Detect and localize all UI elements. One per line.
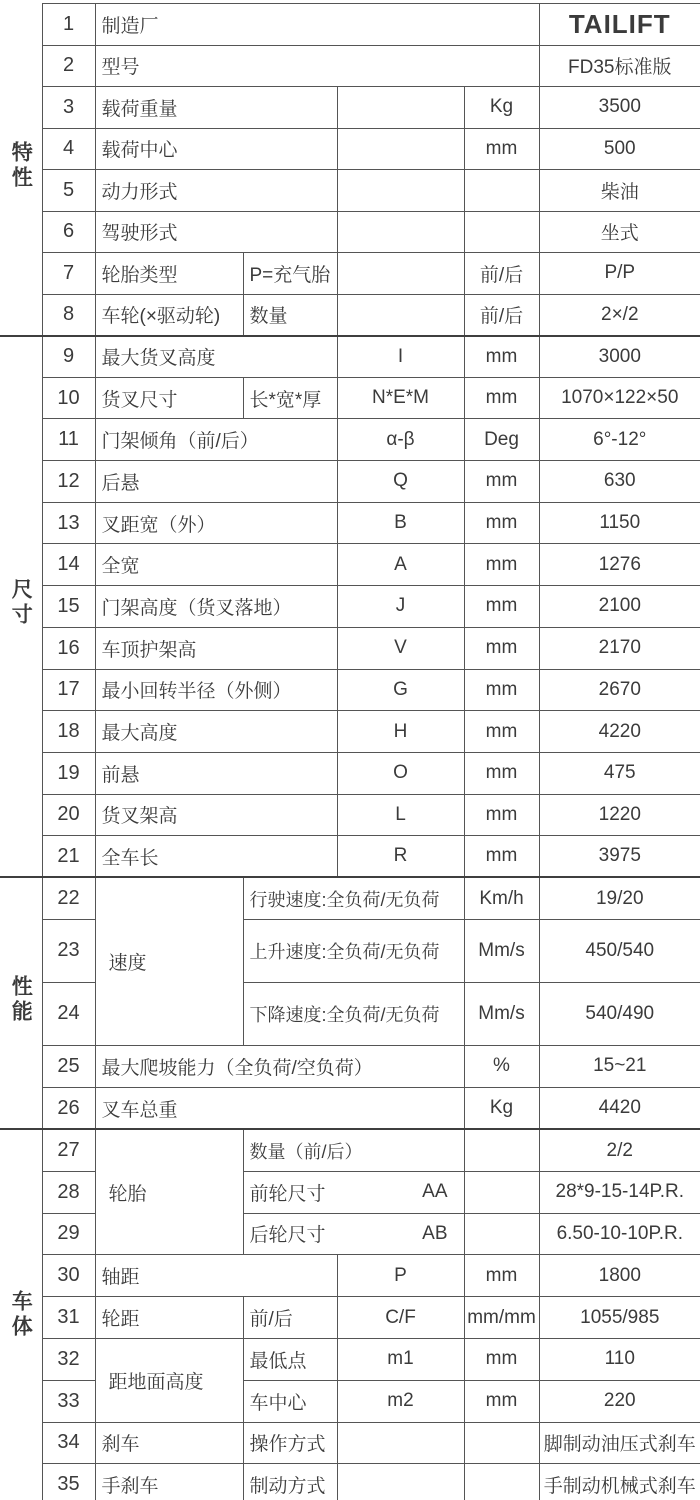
spec-row [0, 253, 700, 295]
spec-row [0, 711, 700, 753]
param-value: 坐式 [539, 211, 700, 253]
symbol [337, 253, 464, 295]
param-description-text: 后轮尺寸 [249, 1225, 326, 1247]
symbol: m2 [337, 1380, 464, 1422]
symbol: N*E*M [337, 377, 464, 419]
unit: mm [464, 627, 539, 669]
param-value: 3500 [539, 87, 700, 129]
param-name: 货叉架高 [95, 794, 337, 836]
unit: mm [464, 128, 539, 170]
category-text: 性能 [9, 975, 33, 1026]
spec-row [0, 586, 700, 628]
unit: mm [464, 711, 539, 753]
param-sub-label: 数量 [243, 294, 337, 336]
unit: Km/h [464, 877, 539, 919]
param-value: 15~21 [539, 1045, 700, 1087]
spec-row [0, 377, 700, 419]
symbol: H [337, 711, 464, 753]
unit: Deg [464, 419, 539, 461]
row-number: 18 [42, 711, 95, 753]
row-number: 24 [42, 982, 95, 1045]
row-number: 30 [42, 1255, 95, 1297]
param-name: 轮胎 [95, 1129, 243, 1254]
spec-row [0, 294, 700, 336]
row-number: 27 [42, 1129, 95, 1171]
param-name: 制造厂 [95, 4, 539, 46]
param-value: 柴油 [539, 170, 700, 212]
row-number: 21 [42, 836, 95, 878]
row-number: 1 [42, 4, 95, 46]
symbol [337, 87, 464, 129]
symbol: G [337, 669, 464, 711]
spec-table [0, 3, 700, 1500]
spec-row [0, 544, 700, 586]
param-value: FD35标准版 [539, 45, 700, 87]
param-sub-label: 操作方式 [243, 1422, 337, 1464]
unit: 前/后 [464, 294, 539, 336]
param-value: 手制动机械式刹车 [539, 1464, 700, 1500]
param-name: 驾驶形式 [95, 211, 337, 253]
spec-row [0, 502, 700, 544]
symbol: I [337, 336, 464, 378]
row-number: 20 [42, 794, 95, 836]
param-description: 下降速度:全负荷/无负荷 [243, 982, 464, 1045]
unit: Kg [464, 1087, 539, 1129]
unit: mm [464, 544, 539, 586]
row-number: 14 [42, 544, 95, 586]
row-number: 5 [42, 170, 95, 212]
row-number: 4 [42, 128, 95, 170]
spec-row [0, 336, 700, 378]
param-name: 动力形式 [95, 170, 337, 212]
param-name: 门架高度（货叉落地） [95, 586, 337, 628]
symbol [337, 170, 464, 212]
symbol: R [337, 836, 464, 878]
param-value: 6°-12° [539, 419, 700, 461]
param-value: 1055/985 [539, 1297, 700, 1339]
spec-row [0, 669, 700, 711]
symbol: m1 [337, 1338, 464, 1380]
row-number: 32 [42, 1338, 95, 1380]
unit [464, 1129, 539, 1171]
row-number: 22 [42, 877, 95, 919]
spec-row [0, 170, 700, 212]
param-value: 4220 [539, 711, 700, 753]
param-value: 4420 [539, 1087, 700, 1129]
spec-row [0, 1422, 700, 1464]
spec-row [0, 4, 700, 46]
unit: mm [464, 836, 539, 878]
param-name: 轮距 [95, 1297, 243, 1339]
row-number: 23 [42, 919, 95, 982]
row-number: 33 [42, 1380, 95, 1422]
unit: mm [464, 752, 539, 794]
param-value: 2/2 [539, 1129, 700, 1171]
spec-row [0, 419, 700, 461]
param-value: 2×/2 [539, 294, 700, 336]
symbol [337, 1422, 464, 1464]
spec-row [0, 128, 700, 170]
param-description [243, 1171, 464, 1213]
param-value: 1220 [539, 794, 700, 836]
unit [464, 211, 539, 253]
unit: Mm/s [464, 919, 539, 982]
param-name: 全宽 [95, 544, 337, 586]
row-number: 16 [42, 627, 95, 669]
spec-row [0, 794, 700, 836]
unit [464, 1213, 539, 1255]
row-number: 12 [42, 461, 95, 503]
param-description: 上升速度:全负荷/无负荷 [243, 919, 464, 982]
symbol: C/F [337, 1297, 464, 1339]
spec-row [0, 461, 700, 503]
symbol: L [337, 794, 464, 836]
param-name: 距地面高度 [95, 1338, 243, 1422]
row-number: 25 [42, 1045, 95, 1087]
row-number: 8 [42, 294, 95, 336]
spec-row [0, 1087, 700, 1129]
category-text: 特性 [9, 141, 33, 191]
param-name: 型号 [95, 45, 539, 87]
spec-row [0, 1129, 700, 1171]
unit: mm [464, 586, 539, 628]
param-name: 速度 [95, 877, 243, 1045]
brand-value: TAILIFT [539, 4, 700, 46]
row-number: 35 [42, 1464, 95, 1500]
param-value: 500 [539, 128, 700, 170]
row-number: 17 [42, 669, 95, 711]
param-sub-label: 最低点 [243, 1338, 337, 1380]
row-number: 6 [42, 211, 95, 253]
row-number: 11 [42, 419, 95, 461]
param-description [243, 1213, 464, 1255]
unit: mm [464, 377, 539, 419]
symbol: J [337, 586, 464, 628]
param-value: 1800 [539, 1255, 700, 1297]
param-name: 车轮(×驱动轮) [95, 294, 243, 336]
row-number: 26 [42, 1087, 95, 1129]
unit: % [464, 1045, 539, 1087]
spec-row [0, 627, 700, 669]
param-name: 载荷重量 [95, 87, 337, 129]
param-value: 2670 [539, 669, 700, 711]
param-value: 3975 [539, 836, 700, 878]
param-name: 最大爬坡能力（全负荷/空负荷） [95, 1045, 464, 1087]
row-number: 2 [42, 45, 95, 87]
row-number: 34 [42, 1422, 95, 1464]
spec-row [0, 1297, 700, 1339]
param-sub-label: 制动方式 [243, 1464, 337, 1500]
symbol: A [337, 544, 464, 586]
row-number: 15 [42, 586, 95, 628]
param-name: 轴距 [95, 1255, 337, 1297]
row-number: 28 [42, 1171, 95, 1213]
spec-row [0, 877, 700, 919]
param-value: 110 [539, 1338, 700, 1380]
param-value: 3000 [539, 336, 700, 378]
symbol: Q [337, 461, 464, 503]
unit: Kg [464, 87, 539, 129]
param-name: 货叉尺寸 [95, 377, 243, 419]
param-value: 475 [539, 752, 700, 794]
param-name: 最大货叉高度 [95, 336, 337, 378]
param-value: 19/20 [539, 877, 700, 919]
param-sub-label: 前/后 [243, 1297, 337, 1339]
row-number: 7 [42, 253, 95, 295]
param-name: 后悬 [95, 461, 337, 503]
row-number: 3 [42, 87, 95, 129]
symbol [337, 128, 464, 170]
spec-row [0, 211, 700, 253]
param-description-text: 前轮尺寸 [249, 1183, 326, 1205]
spec-row [0, 45, 700, 87]
param-name: 手刹车 [95, 1464, 243, 1500]
category-text: 车体 [9, 1289, 33, 1340]
param-value: 540/490 [539, 982, 700, 1045]
param-name: 车顶护架高 [95, 627, 337, 669]
category-label [0, 4, 42, 336]
unit [464, 1464, 539, 1500]
unit: mm [464, 502, 539, 544]
param-value: 630 [539, 461, 700, 503]
param-name: 轮胎类型 [95, 253, 243, 295]
param-name: 最大高度 [95, 711, 337, 753]
unit: mm [464, 669, 539, 711]
param-value: 1150 [539, 502, 700, 544]
symbol: B [337, 502, 464, 544]
param-value: 450/540 [539, 919, 700, 982]
param-name: 门架倾角（前/后） [95, 419, 337, 461]
row-number: 29 [42, 1213, 95, 1255]
unit: mm [464, 336, 539, 378]
spec-row [0, 1045, 700, 1087]
spec-row [0, 1464, 700, 1500]
spec-row [0, 1255, 700, 1297]
category-text: 尺寸 [9, 578, 33, 629]
unit: mm [464, 794, 539, 836]
param-value: 1276 [539, 544, 700, 586]
param-sub-label: P=充气胎 [243, 253, 337, 295]
param-name: 全车长 [95, 836, 337, 878]
symbol: O [337, 752, 464, 794]
param-value: 2170 [539, 627, 700, 669]
unit [464, 1422, 539, 1464]
param-sub-label: 长*宽*厚 [243, 377, 337, 419]
param-name: 前悬 [95, 752, 337, 794]
param-value: 1070×122×50 [539, 377, 700, 419]
category-label [0, 336, 42, 878]
param-name: 叉距宽（外） [95, 502, 337, 544]
param-value: 28*9-15-14P.R. [539, 1171, 700, 1213]
unit: Mm/s [464, 982, 539, 1045]
spec-row [0, 836, 700, 878]
unit: mm [464, 1380, 539, 1422]
param-value: P/P [539, 253, 700, 295]
param-value: 脚制动油压式刹车 [539, 1422, 700, 1464]
symbol [337, 211, 464, 253]
param-name: 叉车总重 [95, 1087, 464, 1129]
param-value: 6.50-10-10P.R. [539, 1213, 700, 1255]
unit: mm/mm [464, 1297, 539, 1339]
symbol [337, 294, 464, 336]
param-description: 行驶速度:全负荷/无负荷 [243, 877, 464, 919]
unit: mm [464, 1338, 539, 1380]
unit [464, 170, 539, 212]
symbol: AA [422, 1181, 448, 1203]
spec-row [0, 1338, 700, 1380]
category-label [0, 1129, 42, 1500]
param-value: 2100 [539, 586, 700, 628]
symbol: α-β [337, 419, 464, 461]
param-name: 载荷中心 [95, 128, 337, 170]
param-name: 最小回转半径（外侧） [95, 669, 337, 711]
symbol: AB [422, 1222, 448, 1244]
param-value: 220 [539, 1380, 700, 1422]
row-number: 31 [42, 1297, 95, 1339]
symbol: V [337, 627, 464, 669]
row-number: 10 [42, 377, 95, 419]
row-number: 9 [42, 336, 95, 378]
unit: mm [464, 1255, 539, 1297]
unit: 前/后 [464, 253, 539, 295]
param-description: 数量（前/后） [243, 1129, 464, 1171]
unit [464, 1171, 539, 1213]
spec-row [0, 752, 700, 794]
category-label [0, 877, 42, 1129]
row-number: 13 [42, 502, 95, 544]
param-sub-label: 车中心 [243, 1380, 337, 1422]
spec-row [0, 87, 700, 129]
unit: mm [464, 461, 539, 503]
symbol: P [337, 1255, 464, 1297]
param-name: 刹车 [95, 1422, 243, 1464]
symbol [337, 1464, 464, 1500]
row-number: 19 [42, 752, 95, 794]
